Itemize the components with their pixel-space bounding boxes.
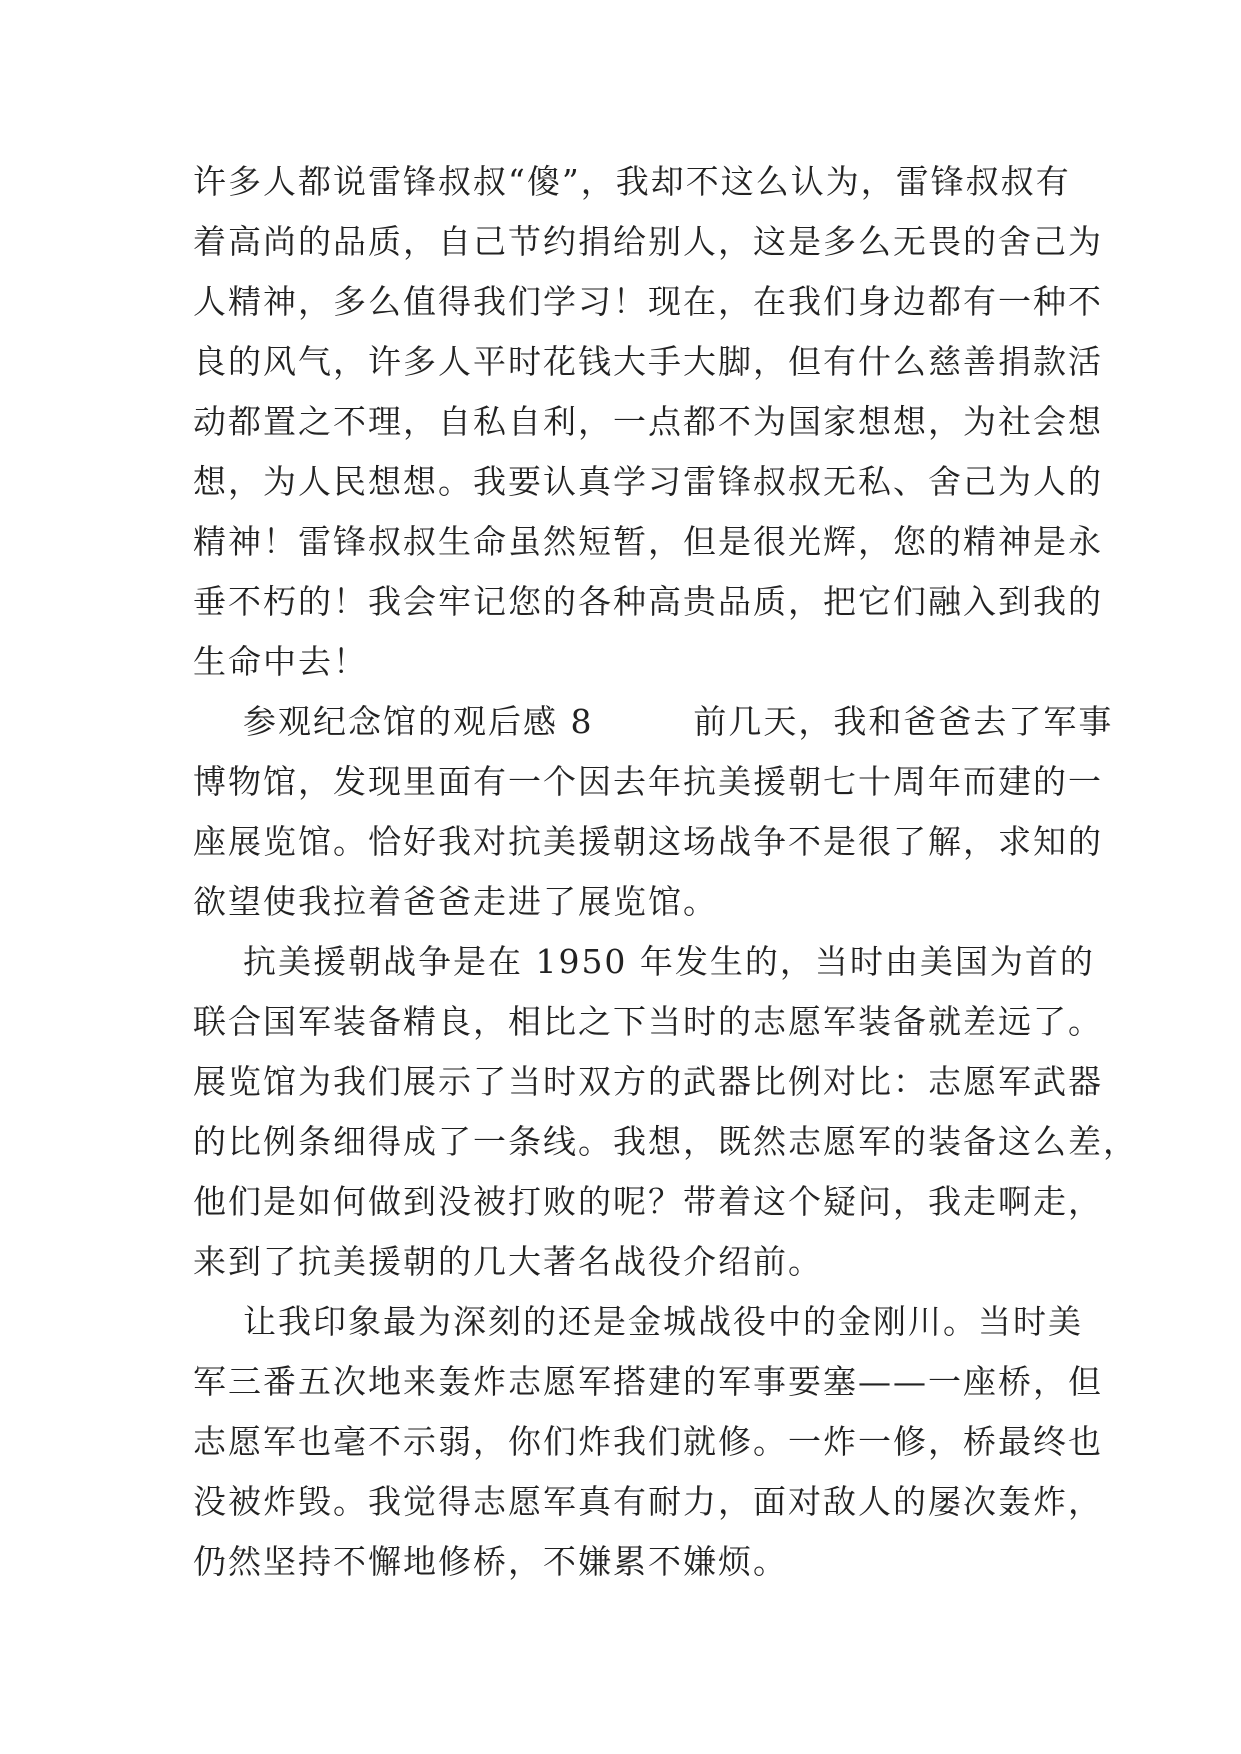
text-line: 良的风气，许多人平时花钱大手大脚，但有什么慈善捐款活 [193, 342, 1103, 381]
text-line: 许多人都说雷锋叔叔“傻”，我却不这么认为，雷锋叔叔有 [193, 162, 1071, 201]
text-line: 博物馆，发现里面有一个因去年抗美援朝七十周年而建的一 [193, 762, 1103, 801]
text-line: 没被炸毁。我觉得志愿军真有耐力，面对敌人的屡次轰炸， [193, 1482, 1103, 1521]
text-line-heading: 参观纪念馆的观后感 8 前几天，我和爸爸去了军事 [193, 702, 1114, 741]
text-line: 生命中去！ [193, 642, 368, 681]
text-line: 军三番五次地来轰炸志愿军搭建的军事要塞——一座桥，但 [193, 1362, 1103, 1401]
text-line: 想，为人民想想。我要认真学习雷锋叔叔无私、舍己为人的 [193, 462, 1103, 501]
text-line: 让我印象最为深刻的还是金城战役中的金刚川。当时美 [193, 1302, 1083, 1341]
text-line: 精神！雷锋叔叔生命虽然短暂，但是很光辉，您的精神是永 [193, 522, 1103, 561]
text-line: 仍然坚持不懈地修桥，不嫌累不嫌烦。 [193, 1542, 788, 1581]
text-line: 垂不朽的！我会牢记您的各种高贵品质，把它们融入到我的 [193, 582, 1103, 621]
text-line: 着高尚的品质，自己节约捐给别人，这是多么无畏的舍己为 [193, 222, 1103, 261]
text-line: 欲望使我拉着爸爸走进了展览馆。 [193, 882, 718, 921]
text-line: 的比例条细得成了一条线。我想，既然志愿军的装备这么差， [193, 1122, 1138, 1161]
text-line: 志愿军也毫不示弱，你们炸我们就修。一炸一修，桥最终也 [193, 1422, 1103, 1461]
text-line: 动都置之不理，自私自利，一点都不为国家想想，为社会想 [193, 402, 1103, 441]
text-line: 抗美援朝战争是在 1950 年发生的，当时由美国为首的 [193, 942, 1095, 981]
text-line: 他们是如何做到没被打败的呢？带着这个疑问，我走啊走， [193, 1182, 1103, 1221]
text-line: 座展览馆。恰好我对抗美援朝这场战争不是很了解，求知的 [193, 822, 1103, 861]
text-line: 人精神，多么值得我们学习！现在，在我们身边都有一种不 [193, 282, 1103, 321]
text-line: 展览馆为我们展示了当时双方的武器比例对比：志愿军武器 [193, 1062, 1103, 1101]
text-line: 来到了抗美援朝的几大著名战役介绍前。 [193, 1242, 823, 1281]
text-line: 联合国军装备精良，相比之下当时的志愿军装备就差远了。 [193, 1002, 1103, 1041]
